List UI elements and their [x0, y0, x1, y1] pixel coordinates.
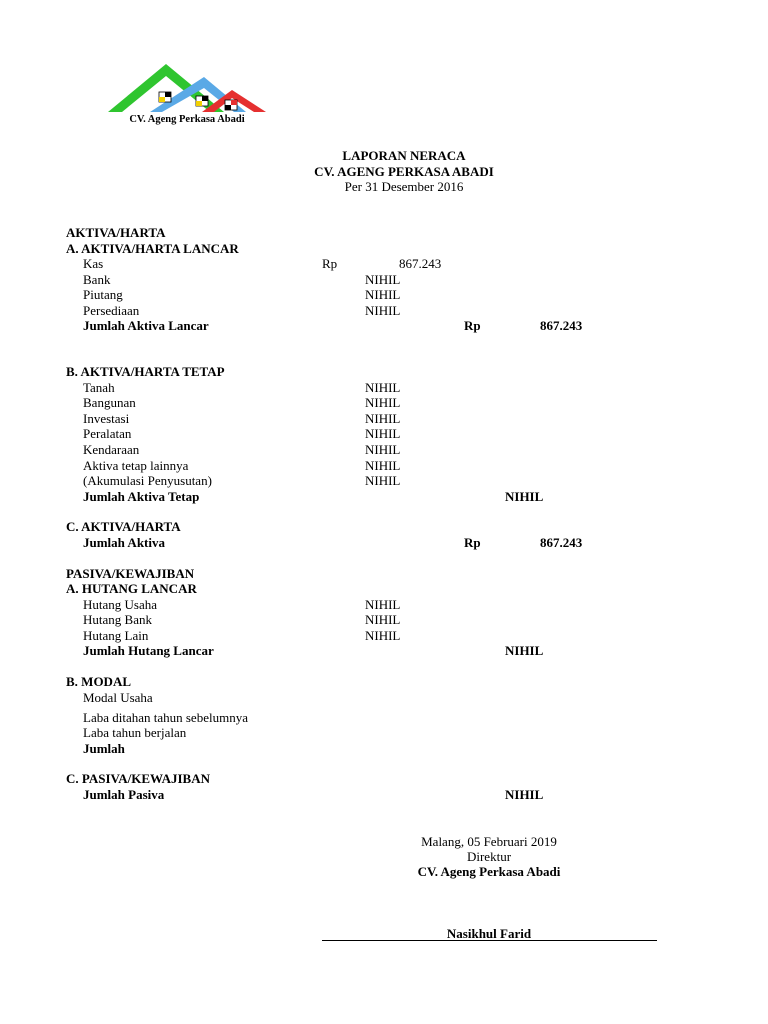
row-label-investasi: Investasi — [83, 411, 130, 426]
row-label-akumulasi-penyusutan: (Akumulasi Penyusutan) — [83, 473, 212, 488]
total-currency-aktiva: Rp — [464, 535, 481, 550]
row-value-aktiva-tetap-lainnya: NIHIL — [365, 458, 401, 473]
signature-role: Direktur — [466, 849, 512, 864]
total-label-aktiva: Jumlah Aktiva — [83, 535, 165, 550]
total-label-modal: Jumlah — [83, 741, 125, 756]
total-label-pasiva: Jumlah Pasiva — [83, 787, 165, 802]
aktiva-tetap-heading: B. AKTIVA/HARTA TETAP — [66, 364, 225, 379]
row-label-peralatan: Peralatan — [83, 426, 132, 441]
row-value-kas: 867.243 — [399, 256, 442, 271]
row-value-persediaan: NIHIL — [365, 303, 401, 318]
logo-company-text: CV. Ageng Perkasa Abadi — [129, 114, 245, 125]
row-label-piutang: Piutang — [83, 287, 123, 302]
row-label-tanah: Tanah — [83, 380, 115, 395]
total-label-aktiva-lancar: Jumlah Aktiva Lancar — [83, 318, 209, 333]
row-label-hutang-bank: Hutang Bank — [83, 612, 152, 627]
row-label-hutang-usaha: Hutang Usaha — [83, 597, 158, 612]
aktiva-heading: AKTIVA/HARTA — [66, 225, 166, 240]
pasiva-summary-heading: C. PASIVA/KEWAJIBAN — [66, 771, 210, 786]
row-value-bangunan: NIHIL — [365, 395, 401, 410]
row-label-bank: Bank — [83, 272, 111, 287]
signature-line — [322, 940, 657, 941]
hutang-lancar-heading: A. HUTANG LANCAR — [66, 581, 197, 596]
row-label-persediaan: Persediaan — [83, 303, 140, 318]
aktiva-summary-heading: C. AKTIVA/HARTA — [66, 519, 181, 534]
signature-place-date: Malang, 05 Februari 2019 — [421, 834, 557, 849]
total-value-aktiva-lancar: 867.243 — [540, 318, 583, 333]
row-label-kendaraan: Kendaraan — [83, 442, 140, 457]
row-label-bangunan: Bangunan — [83, 395, 136, 410]
logo-window-mid-pane2 — [196, 101, 202, 106]
signature-company: CV. Ageng Perkasa Abadi — [417, 864, 561, 879]
report-title: LAPORAN NERACA — [342, 148, 466, 163]
total-value-hutang-lancar: NIHIL — [505, 643, 544, 658]
row-currency-kas: Rp — [322, 256, 338, 271]
logo-window-mid-pane — [202, 96, 208, 101]
signature-name: Nasikhul Farid — [446, 926, 532, 941]
total-label-hutang-lancar: Jumlah Hutang Lancar — [83, 643, 214, 658]
modal-heading: B. MODAL — [66, 674, 131, 689]
row-label-hutang-lain: Hutang Lain — [83, 628, 149, 643]
row-value-akumulasi-penyusutan: NIHIL — [365, 473, 401, 488]
row-label-laba-berjalan: Laba tahun berjalan — [83, 725, 187, 740]
total-value-pasiva: NIHIL — [505, 787, 544, 802]
row-label-laba-ditahan: Laba ditahan tahun sebelumnya — [83, 710, 248, 725]
row-label-kas: Kas — [83, 256, 104, 271]
row-label-modal-usaha: Modal Usaha — [83, 690, 153, 705]
row-label-aktiva-tetap-lainnya: Aktiva tetap lainnya — [83, 458, 189, 473]
row-value-hutang-lain: NIHIL — [365, 628, 401, 643]
logo-window-right-pane2 — [225, 105, 231, 110]
row-value-tanah: NIHIL — [365, 380, 401, 395]
row-value-piutang: NIHIL — [365, 287, 401, 302]
total-value-aktiva: 867.243 — [540, 535, 583, 550]
row-value-hutang-bank: NIHIL — [365, 612, 401, 627]
logo-window-left-pane — [165, 92, 171, 97]
total-label-aktiva-tetap: Jumlah Aktiva Tetap — [83, 489, 200, 504]
company-logo — [106, 62, 268, 126]
row-value-investasi: NIHIL — [365, 411, 401, 426]
row-value-hutang-usaha: NIHIL — [365, 597, 401, 612]
pasiva-heading: PASIVA/KEWAJIBAN — [66, 566, 195, 581]
logo-window-left-pane2 — [159, 97, 165, 102]
row-value-bank: NIHIL — [365, 272, 401, 287]
row-value-kendaraan: NIHIL — [365, 442, 401, 457]
row-value-peralatan: NIHIL — [365, 426, 401, 441]
logo-window-right-pane — [231, 100, 237, 105]
report-company: CV. AGENG PERKASA ABADI — [314, 164, 494, 179]
report-period: Per 31 Desember 2016 — [344, 179, 464, 194]
total-value-aktiva-tetap: NIHIL — [505, 489, 544, 504]
total-currency-aktiva-lancar: Rp — [464, 318, 481, 333]
aktiva-lancar-heading: A. AKTIVA/HARTA LANCAR — [66, 241, 239, 256]
